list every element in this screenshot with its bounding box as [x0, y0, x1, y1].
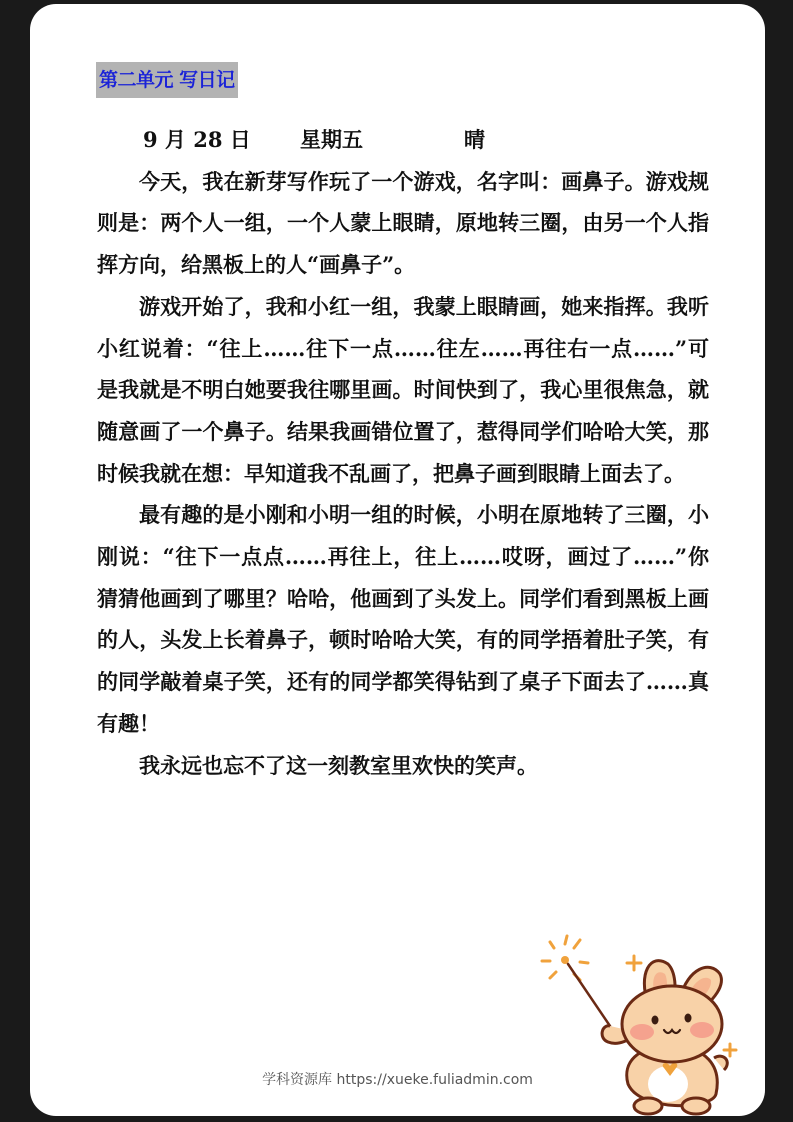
diary-weekday: 星期五	[300, 127, 363, 152]
bunny-with-magic-wand-icon	[510, 934, 765, 1116]
diary-date-line	[97, 119, 709, 161]
diary-paragraph: 我永远也忘不了这一刻教室里欢快的笑声。	[139, 752, 538, 778]
diary-page	[30, 4, 765, 1116]
diary-body	[97, 119, 709, 786]
diary-date: 9 月 28 日	[143, 127, 251, 152]
diary-paragraph: 今天，我在新芽写作玩了一个游戏，名字叫：画鼻子。游戏规则是：两个人一组，一个人蒙上眼睛，原地转三圈，由另一个人指挥方向，给黑板上的人“画鼻子”。	[97, 168, 709, 278]
diary-paragraph: 最有趣的是小刚和小明一组的时候，小明在原地转了三圈，小刚说：“往下一点点……再往上，往上……哎呀，画过了……”你猜猜他画到了哪里？哈哈，他画到了头发上。同学们看到黑板上画的人，头发上长着鼻子，顿时哈哈大笑，有的同学捂着肚子笑，有的同学敲着桌子笑，还有的同学都笑得钻到了桌子下面去了……真有趣！	[97, 502, 710, 736]
diary-paragraph: 游戏开始了，我和小红一组，我蒙上眼睛画，她来指挥。我听小红说着：“往上……往下一点……往左……再往右一点……”可是我就是不明白她要我往哪里画。时间快到了，我心里很焦急，就随意画了一个鼻子。结果我画错位置了，惹得同学们哈哈大笑，那时候我就在想：早知道我不乱画了，把鼻子画到眼睛上面去了。	[97, 293, 709, 486]
diary-weather: 晴	[464, 127, 485, 152]
unit-title: 第二单元 写日记	[96, 62, 238, 98]
footer-watermark: 学科资源库 https://xueke.fuliadmin.com	[262, 1072, 533, 1088]
